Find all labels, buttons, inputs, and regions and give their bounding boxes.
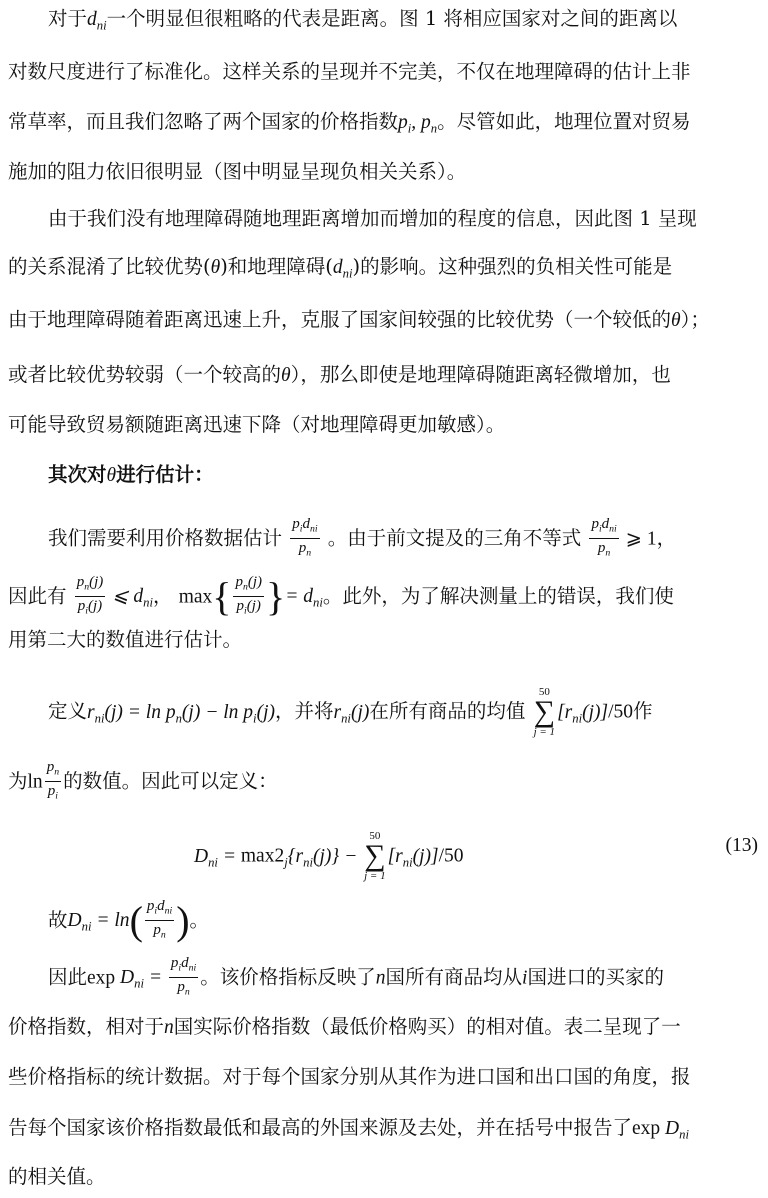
- text: 对于: [48, 7, 88, 30]
- math-theta: θ: [106, 465, 117, 486]
- p3-line-3: [8, 625, 760, 655]
- math-brace: {: [212, 573, 232, 619]
- text: ，并将: [274, 699, 334, 723]
- math-Dni-ln: $D_{ni} = \ln$: [67, 910, 130, 934]
- p2-line-3: [8, 305, 760, 336]
- math-theta: θ: [210, 257, 221, 278]
- math-pi-pn: $p_i$, $p_n$: [398, 112, 438, 136]
- text: ，: [656, 526, 677, 550]
- math-frac-pn-pi: $\frac{p_n}{p_i}$: [46, 759, 60, 802]
- math-n: n: [164, 1017, 174, 1038]
- text: 为: [8, 769, 28, 793]
- math-j-sub: $_j\{r_{ni}(j)\}$ −: [284, 845, 363, 869]
- text: 些价格指标的统计数据。对于每个国家分别从其作为进口国和出口国的角度，报: [8, 1065, 691, 1088]
- math-Dni: $D_{ni}$: [660, 1118, 689, 1142]
- text: 国实际价格指数（最低价格购买）的相对值。表二呈现了一: [173, 1015, 681, 1038]
- math-exp: exp: [632, 1118, 661, 1139]
- section-heading: [48, 460, 760, 491]
- p2-line-4: [8, 360, 760, 391]
- math-max: max: [178, 586, 213, 608]
- text: 价格指数，相对于: [8, 1015, 165, 1038]
- math-rni-bracket: $[r_{ni}(j)]$: [557, 701, 609, 725]
- text: 的数值。因此可以定义：: [63, 769, 278, 793]
- text: ）；: [680, 308, 710, 331]
- text: 对数尺度进行了标准化。这样关系的呈现并不完美，不仅在地理障碍的估计上非: [8, 60, 691, 83]
- text: 。此外，为了解决测量上的错误，我们使: [322, 584, 674, 608]
- math-Dni-eq: $D_{ni}$ =: [115, 967, 167, 991]
- math-frac-pidni-pn: $\frac{p_id_{ni}}{p_n}$: [146, 898, 173, 941]
- math-frac-pidni-pn: $\frac{p_id_{ni}}{p_n}$: [292, 516, 318, 559]
- p2-line-1: [48, 204, 760, 234]
- math-frac-pnj-pij: $\frac{p_n(j)}{p_i(j)}$: [76, 574, 104, 617]
- text: )和地理障碍(: [220, 255, 333, 278]
- text: 常草率，而且我们忽略了两个国家的价格指数: [8, 110, 399, 133]
- math-divisor: /50: [438, 845, 464, 867]
- math-rni-def: $r_{ni}(j) = \ln p_n(j) - \ln p_i(j)$: [87, 701, 275, 725]
- p6-line-5: [8, 1162, 760, 1192]
- p6-line-2: [8, 1012, 760, 1043]
- math-i: i: [522, 967, 528, 989]
- text: 。尽管如此，地理位置对贸易: [437, 110, 691, 133]
- math-theta: θ: [671, 310, 681, 331]
- text: 的关系混淆了比较优势(: [8, 255, 211, 278]
- math-geq-1: ⩾ 1: [620, 528, 657, 550]
- text: 其次对: [48, 463, 107, 486]
- p1-line-4: [8, 157, 760, 187]
- math-frac-pidni-pn: $\frac{p_id_{ni}}{p_n}$: [591, 516, 617, 559]
- text: 由于地理障碍随着距离迅速上升，克服了国家间较强的比较优势（一个较低的: [8, 308, 672, 331]
- math-sum: 50 ∑ j = 1: [533, 686, 556, 738]
- math-paren: (: [129, 897, 143, 943]
- p3-line-2: [8, 573, 760, 621]
- text: 用第二大的数值进行估计。: [8, 628, 243, 651]
- math-brace: }: [266, 573, 286, 619]
- p2-line-2: [8, 252, 760, 288]
- text: 进行估计：: [116, 463, 214, 486]
- text: 因此: [48, 965, 88, 989]
- p4-line-1: [48, 686, 760, 738]
- equation-13: [194, 830, 760, 882]
- math-leq-dni: ⩽ $d_{ni}$: [107, 586, 153, 610]
- text: 可能导致贸易额随距离迅速下降（对地理障碍更加敏感）。: [8, 413, 506, 436]
- text: 我们需要利用价格数据估计: [48, 526, 283, 550]
- text: 的相关值。: [8, 1165, 106, 1188]
- text: 告每个国家该价格指数最低和最高的外国来源及去处，并在括号中报告了: [8, 1116, 633, 1139]
- math-rni: $r_{ni}(j)$: [333, 701, 370, 725]
- text: 。: [189, 908, 210, 932]
- text: 国进口的买家的: [527, 965, 664, 989]
- math-Dni: $D_{ni}$ =: [194, 845, 241, 869]
- math-sum: 50 ∑ j = 1: [364, 830, 386, 882]
- math-theta: θ: [281, 365, 291, 386]
- text: 因此有: [8, 584, 67, 608]
- math-exp: exp: [87, 967, 116, 989]
- math-frac-pnj-pij: $\frac{p_n(j)}{p_i(j)}$: [235, 574, 263, 617]
- p6-line-4: [8, 1113, 760, 1149]
- math-frac-pidni-pn: $\frac{p_id_{ni}}{p_n}$: [170, 955, 197, 998]
- text: )的影响。这种强烈的负相关性可能是: [352, 255, 673, 278]
- p6-line-1: [48, 954, 760, 1002]
- text: ，: [152, 584, 173, 608]
- text: 由于我们没有地理障碍随地理距离增加而增加的程度的信息，因此图 1 呈现: [48, 207, 697, 230]
- math-max2: max2: [240, 845, 285, 867]
- p1-line-2: [8, 57, 760, 87]
- math-paren: ): [176, 897, 190, 943]
- p1-line-1: [48, 4, 760, 40]
- text: 作: [633, 699, 653, 723]
- text: 故: [48, 908, 68, 932]
- equation-number: [726, 830, 759, 861]
- p6-line-3: [8, 1062, 760, 1092]
- text: 。该价格指标反映了: [200, 965, 376, 989]
- text: 在所有商品的均值: [369, 699, 526, 723]
- text: (13): [725, 835, 758, 856]
- math-divisor: /50: [608, 701, 634, 723]
- p5-line-1: [48, 897, 760, 945]
- text: 或者比较优势较弱（一个较高的: [8, 363, 282, 386]
- p1-line-3: [8, 107, 760, 143]
- math-eq-dni: = $d_{ni}$: [285, 586, 323, 610]
- text: 。由于前文提及的三角不等式: [327, 526, 582, 550]
- math-n: n: [375, 967, 386, 989]
- p2-line-5: [8, 410, 760, 440]
- math-rni-bracket: $[r_{ni}(j)]$: [387, 845, 439, 869]
- p4-line-2: [8, 758, 760, 806]
- text: 定义: [48, 699, 88, 723]
- text: 一个明显但很粗略的代表是距离。图 1 将相应国家对之间的距离以: [106, 7, 678, 30]
- text: 国所有商品均从: [385, 965, 523, 989]
- math-ln: ln: [27, 771, 43, 793]
- math-dni: $d_{ni}$: [87, 9, 107, 33]
- text: ），那么即使是地理障碍随距离轻微增加，也: [290, 363, 671, 386]
- p3-line-1: [48, 515, 760, 563]
- text: 施加的阻力依旧很明显（图中明显呈现负相关关系）。: [8, 160, 467, 183]
- math-dni: $d_{ni}$: [332, 257, 353, 281]
